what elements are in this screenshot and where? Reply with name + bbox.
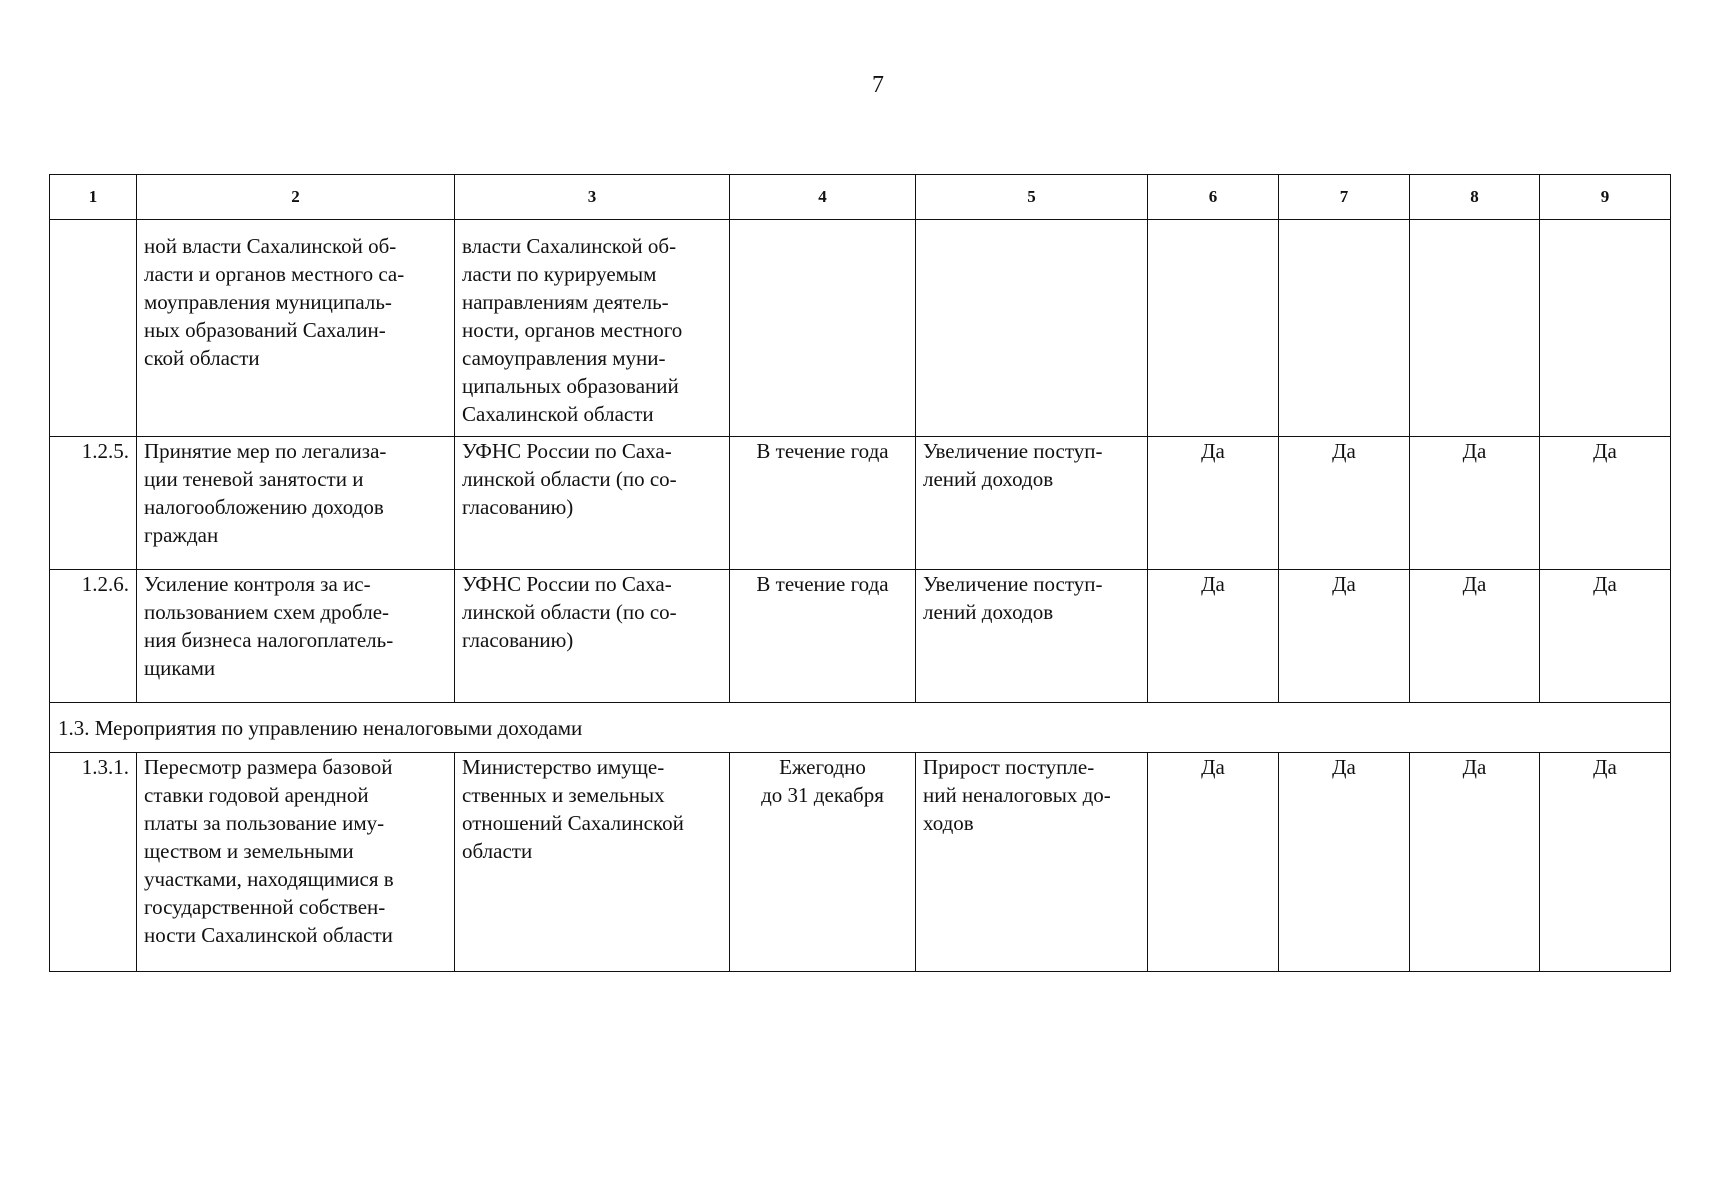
plan-table [49, 174, 1671, 972]
cell-col6: Да [1148, 437, 1279, 570]
cell-col9: Да [1540, 570, 1671, 703]
cell-measure: Пересмотр размера базовой ставки годовой арендной платы за пользование иму- ществом и земельными участками, находящимися в государственной собствен- ности Сахалинской области [137, 753, 455, 972]
header-cell-7: 7 [1279, 175, 1410, 220]
cell-term: Ежегодно до 31 декабря [730, 753, 916, 972]
header-cell-5: 5 [916, 175, 1148, 220]
cell-col7: Да [1279, 437, 1410, 570]
cell-col8 [1410, 220, 1540, 437]
cell-measure: Усиление контроля за ис- пользованием схем дробле- ния бизнеса налогоплатель- щиками [137, 570, 455, 703]
header-row [50, 175, 1671, 220]
cell-result: Увеличение поступ- лений доходов [916, 570, 1148, 703]
cell-col6 [1148, 220, 1279, 437]
cell-result: Прирост поступле- ний неналоговых до- ходов [916, 753, 1148, 972]
cell-col6: Да [1148, 753, 1279, 972]
cell-measure: ной власти Сахалинской об- ласти и органов местного са- моуправления муниципаль- ных образований Сахалин- ской области [137, 220, 455, 437]
header-cell-3: 3 [455, 175, 730, 220]
cell-number [50, 220, 137, 437]
cell-term: В течение года [730, 570, 916, 703]
table-row [50, 437, 1671, 570]
header-cell-4: 4 [730, 175, 916, 220]
cell-col8: Да [1410, 570, 1540, 703]
table-row [50, 570, 1671, 703]
cell-term [730, 220, 916, 437]
cell-term: В течение года [730, 437, 916, 570]
cell-col7: Да [1279, 570, 1410, 703]
header-cell-1: 1 [50, 175, 137, 220]
header-cell-6: 6 [1148, 175, 1279, 220]
cell-number: 1.3.1. [50, 753, 137, 972]
cell-responsible: УФНС России по Саха- линской области (по со- гласованию) [455, 570, 730, 703]
cell-col8: Да [1410, 753, 1540, 972]
cell-responsible: УФНС России по Саха- линской области (по со- гласованию) [455, 437, 730, 570]
cell-col6: Да [1148, 570, 1279, 703]
cell-col9: Да [1540, 437, 1671, 570]
page-number: 7 [872, 72, 884, 98]
cell-col9: Да [1540, 753, 1671, 972]
cell-col7: Да [1279, 753, 1410, 972]
cell-number: 1.2.6. [50, 570, 137, 703]
table-row [50, 753, 1671, 972]
table-row-continuation [50, 220, 1671, 437]
section-row [50, 703, 1671, 753]
header-cell-2: 2 [137, 175, 455, 220]
cell-responsible: власти Сахалинской об- ласти по курируемым направлениям деятель- ности, органов местного самоуправления муни- ципальных образований Сахалинской области [455, 220, 730, 437]
cell-measure: Принятие мер по легализа- ции теневой занятости и налогообложению доходов граждан [137, 437, 455, 570]
cell-col7 [1279, 220, 1410, 437]
cell-result: Увеличение поступ- лений доходов [916, 437, 1148, 570]
header-cell-9: 9 [1540, 175, 1671, 220]
section-title: 1.3. Мероприятия по управлению неналоговыми доходами [50, 703, 1671, 753]
cell-col9 [1540, 220, 1671, 437]
cell-col8: Да [1410, 437, 1540, 570]
header-cell-8: 8 [1410, 175, 1540, 220]
cell-result [916, 220, 1148, 437]
cell-responsible: Министерство имуще- ственных и земельных отношений Сахалинской области [455, 753, 730, 972]
cell-number: 1.2.5. [50, 437, 137, 570]
